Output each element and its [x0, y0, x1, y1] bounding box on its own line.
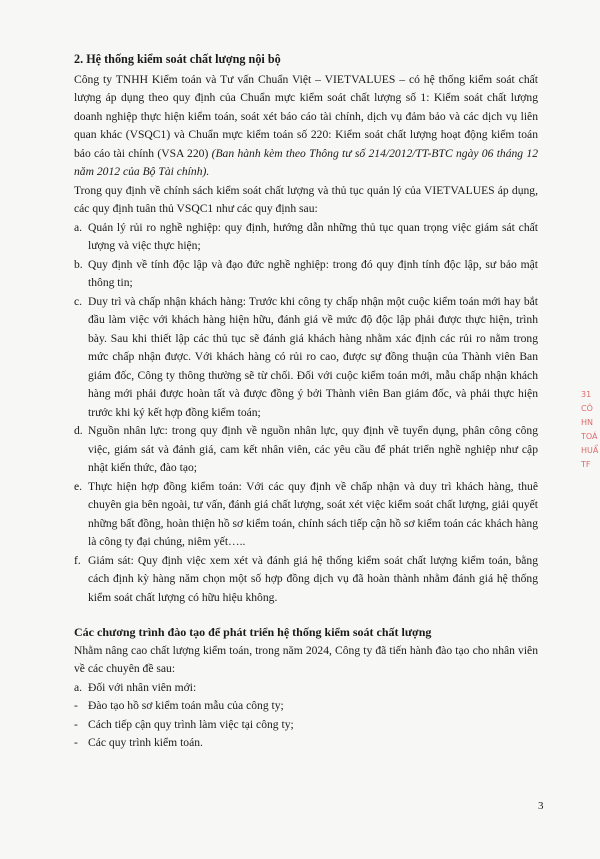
intro-paragraph [70, 71, 538, 182]
training-item [70, 716, 538, 735]
policy-item [70, 422, 538, 478]
policy-text: Thực hiện hợp đồng kiểm toán: Với các quy định về chấp nhận và duy trì khách hàng, thuê chuyên gia bên ngoài, tư vấn, đánh giá chất lượng, soát xét việc kiểm soát chất lượng, giải quyết những bất đồng, hoàn thiện hồ sơ kiểm toán, chính sách tiếp cận hồ sơ kiểm toán các khách hàng là công ty đại chúng, niêm yết….. [88, 479, 538, 548]
red-stamp-fragment [581, 388, 600, 508]
training-paragraph: Nhằm nâng cao chất lượng kiểm toán, trong năm 2024, Công ty đã tiến hành đào tạo cho nhân viên về các chuyên đề sau: [74, 643, 538, 675]
policy-text: Giám sát: Quy định việc xem xét và đánh giá hệ thống kiểm soát chất lượng kiểm toán, bằng cách định kỳ hàng năm chọn một số hợp đồng dịch vụ đã hoàn thành nhằm đánh giá hệ thống kiểm soát chất lượng có hữu hiệu không. [88, 553, 538, 604]
training-group-label: Đối với nhân viên mới: [88, 680, 197, 694]
list-marker: c. [74, 294, 83, 308]
stamp-text: CÔ [581, 404, 593, 413]
section-title: 2. Hệ thống kiểm soát chất lượng nội bộ [74, 52, 281, 66]
page-number: 3 [538, 800, 544, 812]
page-content [70, 50, 538, 753]
policy-text: Quản lý rủi ro nghề nghiệp: quy định, hướng dẫn những thủ tục quan trọng việc giám sát chất lượng và việc thực hiện; [88, 220, 538, 252]
dash-marker: - [74, 736, 78, 749]
intro-text: Công ty TNHH Kiểm toán và Tư vấn Chuẩn Việt – VIETVALUES – có hệ thống kiểm soát chất lượng áp dụng theo quy định của Chuẩn mực kiểm soát chất lượng số 1: Kiểm soát chất lượng doanh nghiệp thực hiện kiểm toán, soát xét báo cáo tài chính, dịch vụ đảm bảo và các dịch vụ liên quan khác (VSQC1) và Chuẩn mực kiểm toán số 220: Kiểm soát chất lượng hoạt động kiểm toán báo cáo tài chính (VSA 220) [74, 72, 538, 160]
stamp-text: TF [581, 460, 591, 469]
policy-list [70, 219, 538, 608]
list-marker: d. [74, 424, 83, 437]
stamp-text: TOÁ [581, 432, 598, 441]
dash-marker: - [74, 699, 78, 712]
training-item-text: Các quy trình kiểm toán. [88, 736, 203, 749]
training-item-text: Cách tiếp cận quy trình làm việc tại công ty; [88, 717, 294, 731]
policy-paragraph: Trong quy định về chính sách kiểm soát chất lượng và thủ tục quản lý của VIETVALUES áp dụng, các quy định tuân thủ VSQC1 như các quy định sau: [74, 183, 538, 215]
training-item [70, 734, 538, 753]
list-marker: f. [74, 553, 81, 567]
list-marker: a. [74, 220, 83, 234]
training-title: Các chương trình đào tạo để phát triển hệ thống kiểm soát chất lượng [74, 625, 432, 639]
training-group [70, 679, 538, 698]
training-item [70, 697, 538, 716]
policy-text: Duy trì và chấp nhận khách hàng: Trước khi công ty chấp nhận một cuộc kiểm toán mới hay bắt đầu làm việc với khách hàng hiện hữu, đánh giá về mức độ độc lập phải được thực hiện, trình bày. Sau khi thiết lập các thủ tục sẽ đánh giá khách hàng nhằm xác định các rủi ro nằm trong mức chấp nhận được. Với khách hàng có rủi ro cao, được sự đồng thuận của Thành viên Ban giám đốc, Công ty thông thường sẽ từ chối. Đối với cuộc kiểm toán mới, mẫu chấp nhận khách hàng mới phải được hoàn tất và được đồng ý bởi Thành viên Ban giám đốc, và phải thực hiện trước khi ký kết hợp đồng kiểm toán; [88, 294, 538, 419]
policy-item [70, 256, 538, 293]
policy-text: Nguồn nhân lực: trong quy định về nguồn nhân lực, quy định về tuyển dụng, phân công công việc, giám sát và đánh giá, cam kết nhân viên, các yêu cầu để phát triển nghề nghiệp như cập nhật kiến thức, đào tạo; [88, 424, 538, 474]
training-item-text: Đào tạo hồ sơ kiểm toán mẫu của công ty; [88, 699, 284, 712]
stamp-text: 31 [581, 390, 592, 399]
stamp-text: HN [581, 418, 593, 427]
list-marker: b. [74, 257, 83, 271]
intro-italic-text: (Ban hành kèm theo Thông tư số 214/2012/TT-BTC ngày 06 tháng 12 năm 2012 của Bộ Tài chính). [74, 146, 538, 178]
training-items [70, 697, 538, 753]
list-marker: a. [74, 680, 83, 694]
list-marker: e. [74, 479, 83, 493]
policy-item [70, 552, 538, 608]
policy-item [70, 478, 538, 552]
policy-item [70, 219, 538, 256]
policy-text: Quy định về tính độc lập và đạo đức nghề nghiệp: trong đó quy định tính độc lập, sư bảo mật thông tin; [88, 257, 538, 289]
training-group-item [70, 679, 538, 698]
policy-item [70, 293, 538, 423]
dash-marker: - [74, 717, 78, 731]
stamp-text: HUẨ [581, 446, 599, 455]
